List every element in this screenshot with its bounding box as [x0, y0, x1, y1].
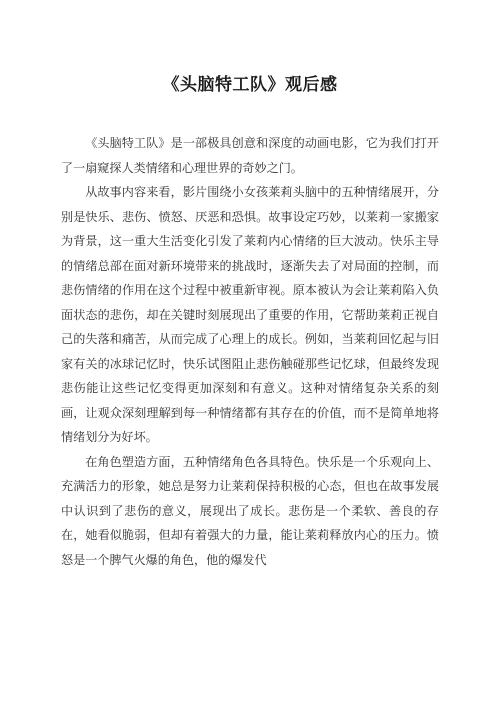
- paragraph-characters: 在角色塑造方面，五种情绪角色各具特色。快乐是一个乐观向上、充满活力的形象，她总是努力让莱莉保持积极的心态，但也在故事发展中认识到了悲伤的意义，展现出了成长。悲伤是一个柔软、善良的存在，她看似脆弱，但却有着强大的力量，能让莱莉释放内心的压力。愤怒是一个脾气火爆的角色，他的爆发代: [61, 454, 439, 567]
- document-title: 《头脑特工队》观后感: [162, 75, 338, 95]
- paragraph-intro: 《头脑特工队》是一部极具创意和深度的动画电影，它为我们打开了一扇窥探人类情绪和心理世界的奇妙之门。: [61, 136, 439, 175]
- paragraph-story: 从故事内容来看，影片围绕小女孩莱莉头脑中的五种情绪展开，分别是快乐、悲伤、愤怒、厌恶和恐惧。故事设定巧妙，以莱莉一家搬家为背景，这一重大生活变化引发了莱莉内心情绪的巨大波动。快乐主导的情绪总部在面对新环境带来的挑战时，逐渐失去了对局面的控制，而悲伤情绪的作用在这个过程中被重新审视。原本被认为会让莱莉陷入负面状态的悲伤，却在关键时刻展现出了重要的作用，它帮助莱莉正视自己的失落和痛苦，从而完成了心理上的成长。例如，当莱莉回忆起与旧家有关的冰球记忆时，快乐试图阻止悲伤触碰那些记忆球，但最终发现悲伤能让这些记忆变得更加深刻和有意义。这种对情绪复杂关系的刻画，让观众深刻理解到每一种情绪都有其存在的价值，而不是简单地将情绪划分为好坏。: [61, 185, 439, 444]
